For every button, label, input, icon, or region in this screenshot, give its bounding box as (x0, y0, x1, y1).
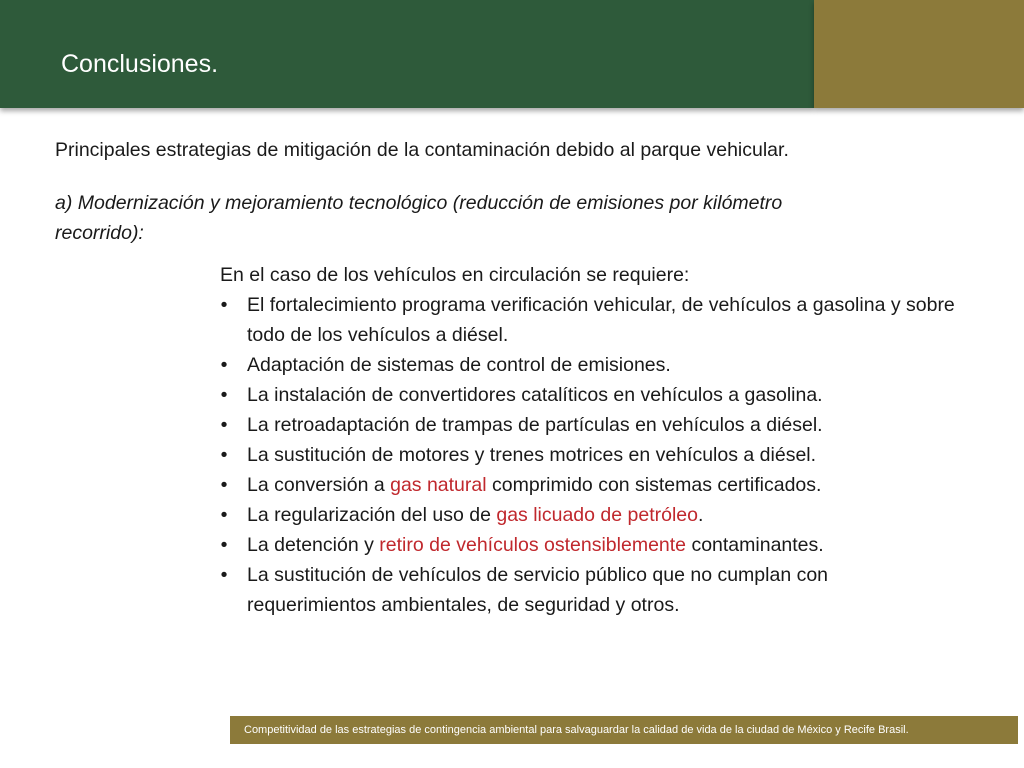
bullet-icon: • (220, 564, 228, 586)
header-accent-block (814, 0, 1024, 108)
highlight-text: retiro de vehículos ostensiblemente (379, 534, 687, 556)
highlight-text: gas natural (390, 474, 487, 496)
case-intro-text: En el caso de los vehículos en circulación se requiere: (220, 264, 690, 286)
list-item (220, 380, 960, 410)
bullet-icon: • (220, 534, 228, 556)
list-item-text-post: comprimido con sistemas certificados. (486, 474, 822, 496)
footer-text: Competitividad de las estrategias de contingencia ambiental para salvaguardar la calidad de vida de la ciudad de México y Recife Brasil. (244, 724, 909, 736)
list-item-text: El fortalecimiento programa verificación vehicular, de vehículos a gasolina y sobre todo de los vehículos a diésel. (247, 294, 955, 346)
list-item-text-pre: La regularización del uso de (247, 504, 497, 526)
bullet-icon: • (220, 474, 228, 496)
intro-text: Principales estrategias de mitigación de la contaminación debido al parque vehicular. (55, 139, 789, 161)
list-item (220, 440, 960, 470)
list-item-text-post: contaminantes. (686, 534, 824, 556)
list-item (220, 290, 960, 350)
bullet-icon: • (220, 444, 228, 466)
list-item-text-pre: La conversión a (247, 474, 391, 496)
list-item-text: La sustitución de vehículos de servicio público que no cumplan con requerimientos ambientales, de seguridad y otros. (247, 564, 829, 616)
list-item (220, 560, 960, 620)
section-heading: a) Modernización y mejoramiento tecnológico (reducción de emisiones por kilómetro recorrido): (55, 192, 783, 244)
list-item (220, 530, 960, 560)
bullet-icon: • (220, 384, 228, 406)
highlight-text: gas licuado de petróleo (496, 504, 698, 526)
list-item-text-pre: La detención y (247, 534, 380, 556)
bullet-icon: • (220, 414, 228, 436)
list-item-text-post: . (698, 504, 704, 526)
bullet-icon: • (220, 354, 228, 376)
list-item (220, 470, 960, 500)
list-item (220, 410, 960, 440)
bullet-icon: • (220, 294, 228, 316)
bullet-icon: • (220, 504, 228, 526)
list-item-text: La retroadaptación de trampas de partículas en vehículos a diésel. (247, 414, 823, 436)
list-item-text: Adaptación de sistemas de control de emisiones. (247, 354, 671, 376)
page-title: Conclusiones. (61, 50, 219, 78)
list-item-text: La sustitución de motores y trenes motrices en vehículos a diésel. (247, 444, 817, 466)
list-item (220, 350, 960, 380)
strategy-list (220, 290, 960, 620)
list-item (220, 500, 960, 530)
list-item-text: La instalación de convertidores catalíticos en vehículos a gasolina. (247, 384, 823, 406)
